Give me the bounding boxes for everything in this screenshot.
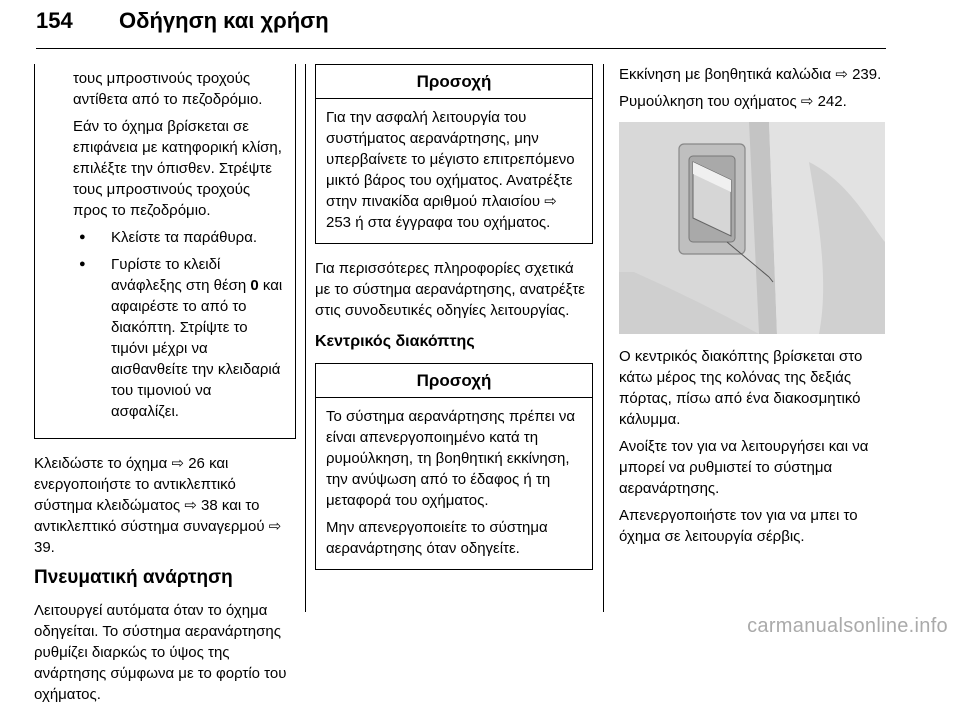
page-header [36,8,886,44]
caution-body-2a: Το σύστημα αερανάρτησης πρέπει να είναι απενεργοποιημένο κατά τη ρυμούλκηση, τη βοηθητική εκκίνηση, την ανύψωση από το έδαφος ή τη μεταφορά του οχήματος. [326,408,576,509]
column-2 [315,64,593,570]
watermark: carmanualsonline.info [747,615,948,637]
section-heading-main-switch: Κεντρικός διακόπτης [315,333,475,350]
bullet-remove-key [73,254,283,422]
switch-on-paragraph: Ανοίξτε τον για να λειτουργήσει και να μπορεί να ρυθμιστεί το σύστημα αερανάρτησης. [619,438,869,497]
section-heading-air-suspension: Πνευματική ανάρτηση [34,567,233,588]
column-1 [34,64,296,711]
continued-paragraph-2: Εάν το όχημα βρίσκεται σε επιφάνεια με κατηφορική κλίση, επιλέξτε την όπισθεν. Στρέψτε τους μπροστινούς τροχούς προς το πεζοδρόμιο. [73,118,282,219]
caution-body-2b: Μην απενεργοποιείτε το σύστημα αερανάρτησης όταν οδηγείτε. [326,519,548,557]
caution-body-1: Για την ασφαλή λειτουργία του συστήματος αερανάρτησης, μην υπερβαίνετε το μέγιστο επιτρεπόμενο μικτό βάρος του οχήματος. Ανατρέξτε στην πινακίδα αριθμού πλαισίου ⇨ 253 ή στα έγγραφα του οχήματος. [326,109,575,231]
page-title: Οδήγηση και χρήση [119,8,329,33]
jump-start-reference: Εκκίνηση με βοηθητικά καλώδια ⇨ 239. [619,66,882,83]
continued-warning-box [34,64,296,439]
header-rule [36,48,886,49]
page-number: 154 [36,8,73,33]
bullet-close-windows: ● Κλείστε τα παράθυρα. [73,227,283,248]
towing-reference: Ρυμούλκηση του οχήματος ⇨ 242. [619,93,847,110]
main-switch-location-paragraph: Ο κεντρικός διακόπτης βρίσκεται στο κάτω μέρος της κολόνας της δεξιάς πόρτας, πίσω από ένα διακοσμητικό κάλυμμα. [619,348,863,428]
caution-title-1: Προσοχή [316,65,592,99]
switch-off-paragraph: Απενεργοποιήστε τον για να μπει το όχημα σε λειτουργία σέρβις. [619,507,858,545]
column-divider-2 [603,64,604,612]
bullet-text-post: και αφαιρέστε το από το διακόπτη. Στρίψτε το τιμόνι μέχρι να αισθανθείτε την κλειδαριά του τιμονιού να ασφαλίζει. [111,277,283,420]
switch-illustration-svg [619,122,885,334]
caution-title-2: Προσοχή [316,364,592,398]
column-3 [619,64,887,553]
lock-vehicle-paragraph: Κλειδώστε το όχημα ⇨ 26 και ενεργοποιήστε το αντικλεπτικό σύστημα κλειδώματος ⇨ 38 και το αντικλεπτικό σύστημα συναγερμού ⇨ 39. [34,455,282,556]
caution-box-1 [315,64,593,244]
key-position-label: 0 [250,277,259,294]
caution-box-2 [315,363,593,570]
column-divider-1 [305,64,306,612]
more-info-paragraph: Για περισσότερες πληροφορίες σχετικά με το σύστημα αερανάρτησης, ανατρέξτε στις συνοδευτικές οδηγίες λειτουργίας. [315,260,585,319]
air-suspension-paragraph: Λειτουργεί αυτόματα όταν το όχημα οδηγείται. Το σύστημα αερανάρτησης ρυθμίζει διαρκώς το ύψος της ανάρτησης σύμφωνα με το φορτίο του οχήματος. [34,602,287,703]
continued-paragraph-1: τους μπροστινούς τροχούς αντίθετα από το πεζοδρόμιο. [73,70,263,108]
main-switch-illustration [619,122,885,334]
bullet-text-pre: Γυρίστε το κλειδί ανάφλεξης στη θέση [111,256,251,294]
